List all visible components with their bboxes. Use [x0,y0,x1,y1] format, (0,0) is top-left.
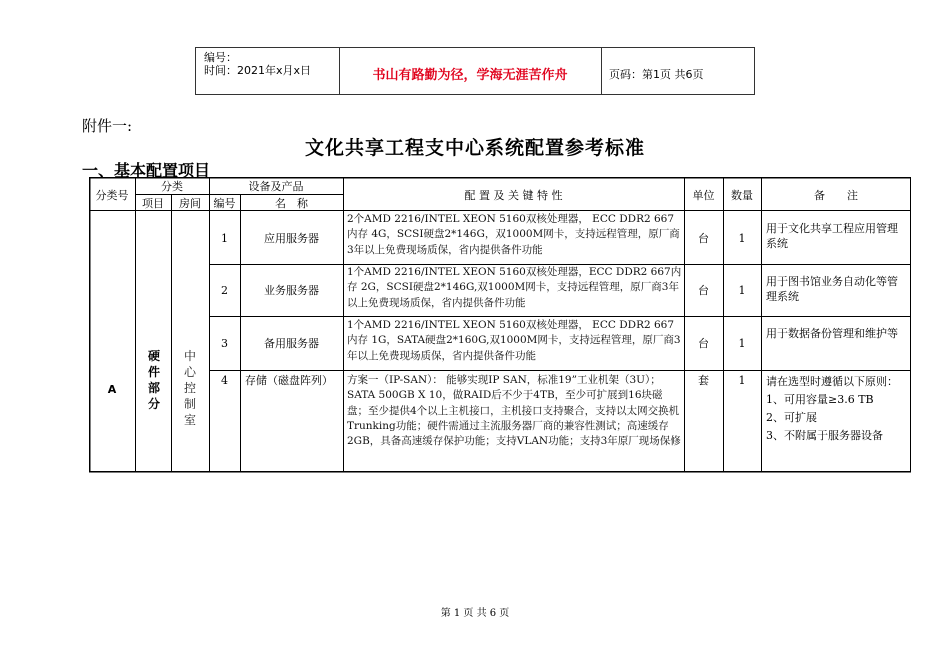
row2-config: 1个AMD 2216/INTEL XEON 5160双核处理器，ECC DDR2 667内存 2G，SCSI硬盘2*146G,双1000M网卡，支持远程管理，原厂商3年以上免费现场质保，省内提供备件功能 [347,266,682,309]
row4-unit: 套 [698,374,709,387]
row4-remark: 请在选型时遵循以下原则： 1、可用容量≥3.6 TB 2、可扩展 3、不附属于服务器设备 [766,375,898,442]
row2-remark: 用于图书馆业务自动化等管理系统 [766,275,898,303]
header-config: 配 置 及 关 键 特 性 [464,189,563,202]
row1-quantity: 1 [738,232,746,245]
row2-name: 业务服务器 [264,284,319,297]
header-category: 分类 [161,180,183,193]
category-no-cell: A [107,383,117,396]
row1-unit: 台 [698,232,709,245]
document-title: 文化共享工程支中心系统配置参考标准 [304,137,645,159]
attachment-label: 附件一: [82,117,133,135]
row3-name: 备用服务器 [264,337,319,350]
row3-config: 1个AMD 2216/INTEL XEON 5160双核处理器， ECC DDR2 667内存 1G，SATA硬盘2*160G,双1000M网卡，支持远程管理，原厂商3年以上免费现场质保，省内提供备件功能 [347,319,681,362]
row1-number: 1 [221,232,228,245]
room-cell: 中心控制室 [183,349,196,427]
row3-quantity: 1 [738,337,746,350]
header-quantity: 数量 [731,189,753,202]
header-room: 房间 [179,197,201,210]
row2-number: 2 [221,284,228,297]
row3-unit: 台 [698,337,709,350]
header-item: 项目 [142,197,164,210]
item-cell: 硬件部分 [147,349,160,411]
motto-text: 书山有路勤为径，学海无涯苦作舟 [372,68,568,83]
config-table [89,177,911,471]
row1-config: 2个AMD 2216/INTEL XEON 5160双核处理器， ECC DDR2 667内存 4G，SCSI硬盘2*146G，双1000M网卡，支持远程管理，原厂商3年以上免费现场质保，省内提供备件功能 [347,213,680,256]
row4-config: 方案一（IP-SAN）： 能够实现IP SAN，标准19”工业机架（3U）；SATA 500GB X 10，做RAID后不少于4TB，至少可扩展到16块磁盘；至少提供4个以上主机接口，主机接口支持聚合，支持以太网交换机Trunking功能；硬件需通过主流服务器厂商的兼容性测试；高速缓存2GB，具备高速缓存保护功能；支持VLAN功能；支持3年原厂现场保修 [347,374,681,448]
serial-label: 编号： [204,51,237,64]
time-text: 时间：2021年x月x日 [204,64,312,77]
row4-name: 存储（磁盘阵列） [245,374,333,387]
page-footer: 第 1 页 共 6 页 [440,608,510,619]
header-motto-cell [339,48,602,94]
row2-unit: 台 [698,284,709,297]
header-remark: 备 注 [814,189,858,202]
row3-remark: 用于数据备份管理和维护等 [766,327,898,340]
row1-name: 应用服务器 [264,232,319,245]
section-title: 一、基本配置项目 [82,161,211,180]
row1-remark: 用于文化共享工程应用管理系统 [766,222,898,250]
row4-number: 4 [221,374,228,387]
header-page-cell [601,48,754,94]
header-category-no: 分类号 [95,189,129,202]
header-name: 名 称 [275,197,308,210]
row3-number: 3 [221,337,228,350]
page-number-text: 页码：第1页 共6页 [609,68,704,81]
header-info-cell [196,48,340,94]
row4-quantity: 1 [738,374,746,387]
header-device-product: 设备及产品 [248,180,304,193]
page-header [195,47,755,95]
header-number: 编号 [213,197,236,210]
header-unit: 单位 [692,189,715,202]
row2-quantity: 1 [738,284,746,297]
